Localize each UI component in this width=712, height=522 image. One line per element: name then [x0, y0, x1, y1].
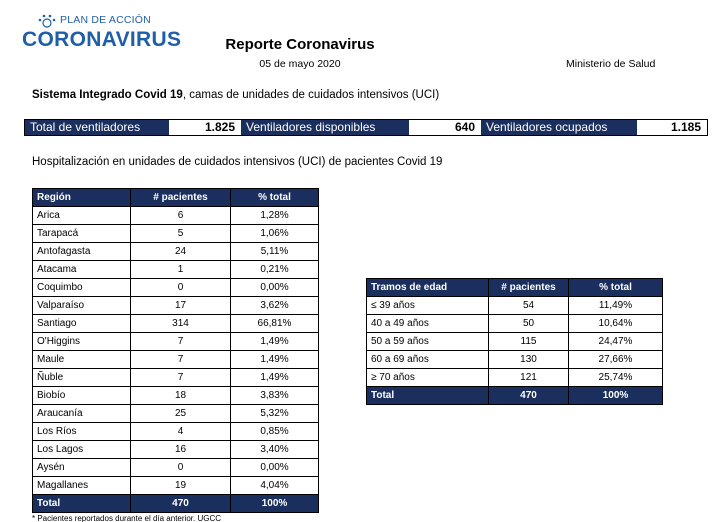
occupied-ventilators-label: Ventiladores ocupados	[481, 120, 637, 135]
table-row	[33, 405, 319, 423]
total-patients: 470	[131, 495, 231, 513]
table-row	[367, 297, 663, 315]
total-patients: 470	[489, 387, 569, 405]
age-pct: 27,66%	[569, 351, 663, 369]
region-name: Antofagasta	[33, 243, 131, 261]
region-pct: 5,11%	[231, 243, 319, 261]
region-header-row	[33, 189, 319, 207]
table-row	[33, 477, 319, 495]
total-ventilators-label: Total de ventiladores	[25, 120, 169, 135]
age-patients: 54	[489, 297, 569, 315]
region-pct: 0,00%	[231, 279, 319, 297]
section-title: Hospitalización en unidades de cuidados intensivos (UCI) de pacientes Covid 19	[32, 156, 443, 168]
table-row	[33, 369, 319, 387]
table-row	[33, 387, 319, 405]
region-patients: 18	[131, 387, 231, 405]
table-row	[33, 459, 319, 477]
region-patients: 314	[131, 315, 231, 333]
region-name: Arica	[33, 207, 131, 225]
region-patients: 19	[131, 477, 231, 495]
age-range: ≥ 70 años	[367, 369, 489, 387]
region-name: Ñuble	[33, 369, 131, 387]
age-range: ≤ 39 años	[367, 297, 489, 315]
header-region: Región	[33, 189, 131, 207]
report-date: 05 de mayo 2020	[259, 58, 341, 70]
age-range: 60 a 69 años	[367, 351, 489, 369]
age-table	[366, 278, 663, 405]
subtitle-bold: Sistema Integrado Covid 19	[32, 89, 183, 101]
region-patients: 17	[131, 297, 231, 315]
region-patients: 16	[131, 441, 231, 459]
region-patients: 1	[131, 261, 231, 279]
age-pct: 25,74%	[569, 369, 663, 387]
region-pct: 1,49%	[231, 333, 319, 351]
virus-icon	[36, 14, 58, 28]
table-row	[33, 261, 319, 279]
total-ventilators-value: 1.825	[169, 120, 241, 135]
table-row	[367, 333, 663, 351]
table-row	[33, 351, 319, 369]
age-total-row	[367, 387, 663, 405]
table-row	[33, 315, 319, 333]
total-label: Total	[367, 387, 489, 405]
table-row	[367, 369, 663, 387]
region-name: Araucanía	[33, 405, 131, 423]
region-name: Los Ríos	[33, 423, 131, 441]
age-pct: 24,47%	[569, 333, 663, 351]
region-name: Biobío	[33, 387, 131, 405]
age-header-row	[367, 279, 663, 297]
header-pct: % total	[231, 189, 319, 207]
region-pct: 0,00%	[231, 459, 319, 477]
region-pct: 0,21%	[231, 261, 319, 279]
region-name: Maule	[33, 351, 131, 369]
region-name: O'Higgins	[33, 333, 131, 351]
total-pct: 100%	[569, 387, 663, 405]
region-name: Valparaíso	[33, 297, 131, 315]
region-patients: 5	[131, 225, 231, 243]
table-row	[33, 441, 319, 459]
region-pct: 1,49%	[231, 369, 319, 387]
region-pct: 4,04%	[231, 477, 319, 495]
available-ventilators-label: Ventiladores disponibles	[241, 120, 409, 135]
age-range: 40 a 49 años	[367, 315, 489, 333]
region-pct: 3,62%	[231, 297, 319, 315]
region-table	[32, 188, 319, 513]
region-pct: 3,40%	[231, 441, 319, 459]
total-label: Total	[33, 495, 131, 513]
table-row	[33, 207, 319, 225]
region-total-row	[33, 495, 319, 513]
region-name: Magallanes	[33, 477, 131, 495]
region-patients: 0	[131, 279, 231, 297]
region-patients: 25	[131, 405, 231, 423]
region-patients: 7	[131, 333, 231, 351]
region-pct: 3,83%	[231, 387, 319, 405]
age-patients: 121	[489, 369, 569, 387]
ministry-label: Ministerio de Salud	[566, 58, 656, 70]
region-patients: 6	[131, 207, 231, 225]
header-pct: % total	[569, 279, 663, 297]
region-patients: 24	[131, 243, 231, 261]
header-age-range: Tramos de edad	[367, 279, 489, 297]
system-subtitle	[32, 89, 439, 101]
age-pct: 10,64%	[569, 315, 663, 333]
table-row	[33, 243, 319, 261]
region-name: Santiago	[33, 315, 131, 333]
table-row	[33, 297, 319, 315]
age-range: 50 a 59 años	[367, 333, 489, 351]
table-row	[367, 315, 663, 333]
table-row	[33, 225, 319, 243]
region-name: Los Lagos	[33, 441, 131, 459]
age-patients: 50	[489, 315, 569, 333]
footnote: * Pacientes reportados durante el día anterior. UGCC	[32, 514, 221, 522]
table-row	[367, 351, 663, 369]
region-pct: 1,28%	[231, 207, 319, 225]
region-patients: 4	[131, 423, 231, 441]
available-ventilators-value: 640	[409, 120, 481, 135]
ventilator-summary	[24, 119, 708, 136]
table-row	[33, 333, 319, 351]
logo-coronavirus-text: CORONAVIRUS	[22, 28, 182, 51]
region-patients: 0	[131, 459, 231, 477]
region-name: Coquimbo	[33, 279, 131, 297]
header-patients: # pacientes	[131, 189, 231, 207]
subtitle-rest: , camas de unidades de cuidados intensivos (UCI)	[182, 89, 440, 101]
region-patients: 7	[131, 351, 231, 369]
region-pct: 5,32%	[231, 405, 319, 423]
region-patients: 7	[131, 369, 231, 387]
table-row	[33, 423, 319, 441]
report-title: Reporte Coronavirus	[225, 36, 375, 53]
region-name: Tarapacá	[33, 225, 131, 243]
region-pct: 0,85%	[231, 423, 319, 441]
occupied-ventilators-value: 1.185	[637, 120, 707, 135]
header-patients: # pacientes	[489, 279, 569, 297]
region-pct: 66,81%	[231, 315, 319, 333]
age-pct: 11,49%	[569, 297, 663, 315]
region-pct: 1,49%	[231, 351, 319, 369]
total-pct: 100%	[231, 495, 319, 513]
region-name: Aysén	[33, 459, 131, 477]
table-row	[33, 279, 319, 297]
region-pct: 1,06%	[231, 225, 319, 243]
region-name: Atacama	[33, 261, 131, 279]
age-patients: 115	[489, 333, 569, 351]
age-patients: 130	[489, 351, 569, 369]
logo-plan-text: PLAN DE ACCIÓN	[60, 14, 151, 26]
